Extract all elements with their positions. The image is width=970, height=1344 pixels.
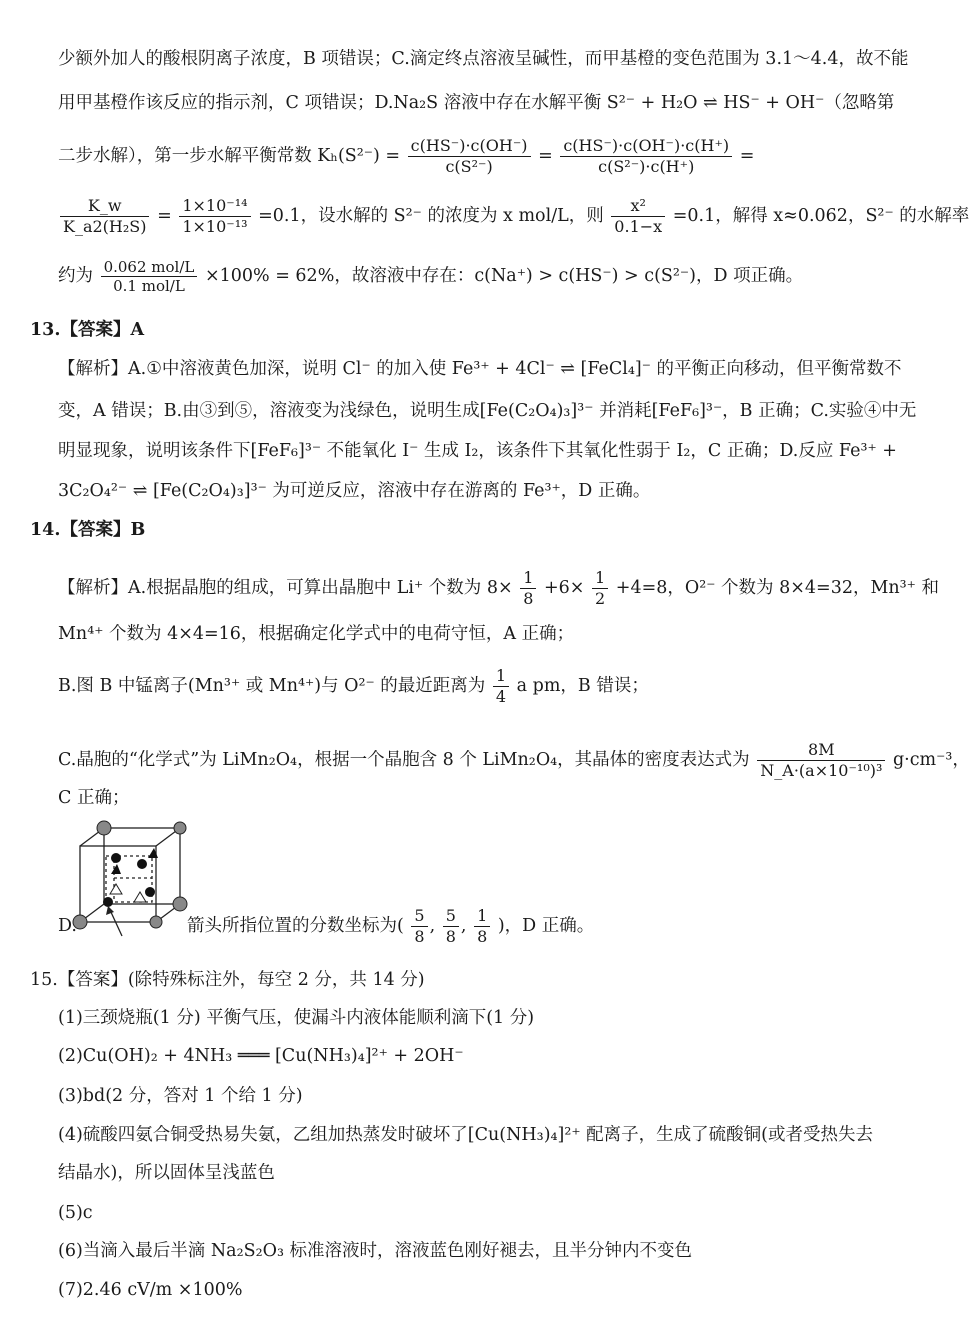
fraction-num: 1 [493, 666, 509, 687]
fraction-num: 1 [592, 568, 608, 589]
q14-analysis-c2: C 正确； [58, 788, 130, 808]
fraction-num: 0.062 mol/L [101, 258, 198, 277]
fraction-num: 5 [411, 906, 427, 927]
fraction-den: 1×10⁻¹³ [182, 217, 248, 236]
q14-analysis-d: 箭头所指位置的分数坐标为( $\frac{5}{8}$ , $\frac{5}{8}$ , $\frac{1}{8}$ )，D 正确。 [187, 906, 595, 946]
fraction-den: 4 [495, 687, 507, 706]
q14-analysis-a2: Mn⁴⁺ 个数为 4×4=16，根据确定化学式中的电荷守恒，A 正确； [58, 624, 575, 644]
fraction-density [757, 740, 885, 781]
q14-b-pre: B.图 B 中锰离子(Mn³⁺ 或 Mn⁴⁺)与 O²⁻ 的最近距离为 [58, 676, 486, 696]
fraction-den: 0.1−x [614, 217, 663, 236]
q13-analysis-4: 3C₂O₄²⁻ ⇌ [Fe(C₂O₄)₃]³⁻ 为可逆反应，溶液中存在游离的 Fe³⁺，D 正确。 [58, 481, 651, 501]
fraction-den: 8 [414, 927, 425, 946]
q13-analysis-2: 变，A 错误；B.由③到⑤，溶液变为浅绿色，说明生成[Fe(C₂O₄)₃]³⁻ 并消耗[FeF₆]³⁻，B 正确；C.实验④中无 [58, 401, 917, 421]
q15-item-4a: (4)硫酸四氨合铜受热易失氨，乙组加热蒸发时破坏了[Cu(NH₃)₄]²⁺ 配离子，生成了硫酸铜(或者受热失去 [58, 1125, 874, 1145]
q14-c-post: g·cm⁻³， [892, 750, 970, 770]
inner-atom [145, 887, 155, 897]
fraction-den: 8 [477, 927, 488, 946]
answer-15-heading: 15.【答案】(除特殊标注外，每空 2 分，共 14 分) [30, 970, 425, 990]
fraction-num: c(HS⁻)·c(OH⁻)·c(H⁺) [560, 136, 732, 157]
fraction-kw [60, 196, 149, 237]
fraction-num: 5 [443, 906, 459, 927]
q13-analysis-1: 【解析】A.①中溶液黄色加深，说明 Cl⁻ 的加入使 Fe³⁺ + 4Cl⁻ ⇌ [FeCl₄]⁻ 的平衡正向移动，但平衡常数不 [58, 359, 902, 379]
fraction-kh-2 [560, 136, 732, 177]
text-line-3 [58, 136, 754, 177]
fraction-den: c(S²⁻) [445, 157, 493, 176]
q15-item-4b: 结晶水)，所以固体呈浅蓝色 [58, 1163, 275, 1183]
q14-a1-post: +4=8，O²⁻ 个数为 8×4=32，Mn³⁺ 和 [615, 578, 939, 598]
fraction-den: c(S²⁻)·c(H⁺) [598, 157, 695, 176]
corner-atom [174, 822, 186, 834]
q14-analysis-d-label: D. [58, 916, 77, 936]
q14-analysis-a1 [58, 568, 939, 609]
q15-item-5: (5)c [58, 1203, 93, 1223]
q15-item-6: (6)当滴入最后半滴 Na₂S₂O₃ 标准溶液时，溶液蓝色刚好褪去，且半分钟内不变色 [58, 1241, 693, 1261]
text-line-3-pre: 二步水解），第一步水解平衡常数 Kₕ(S²⁻) = [58, 146, 401, 166]
fraction-one-half [592, 568, 608, 609]
inner-atom [103, 897, 113, 907]
fraction-one-quarter [493, 666, 509, 707]
equals-sign: = [157, 206, 172, 226]
fraction-num: 1×10⁻¹⁴ [179, 196, 250, 217]
fraction-den: 8 [445, 927, 456, 946]
inner-atom [137, 859, 147, 869]
corner-atom [150, 916, 162, 928]
triangle-site [111, 864, 121, 874]
text-line-5-post: ×100% = 62%，故溶液中存在：c(Na⁺) > c(HS⁻) > c(S²⁻)，D 项正确。 [204, 266, 804, 286]
text-line-4-post: =0.1，解得 x≈0.062，S²⁻ 的水解率 [672, 206, 970, 226]
fraction-den: N_A·(a×10⁻¹⁰)³ [760, 761, 883, 780]
q14-d-post: )，D 正确。 [497, 916, 595, 936]
fraction-num: c(HS⁻)·c(OH⁻) [408, 136, 531, 157]
q14-a1-mid: +6× [543, 578, 585, 598]
triangle-site-open [134, 892, 146, 902]
q14-a1-pre: 【解析】A.根据晶胞的组成，可算出晶胞中 Li⁺ 个数为 8× [58, 578, 513, 598]
q14-c-pre: C.晶胞的“化学式”为 LiMn₂O₄，根据一个晶胞含 8 个 LiMn₂O₄，其晶体的密度表达式为 [58, 750, 750, 770]
text-line-4-mid: =0.1，设水解的 S²⁻ 的浓度为 x mol/L，则 [258, 206, 604, 226]
fraction-num: 1 [520, 568, 536, 589]
fraction-one-eighth [520, 568, 536, 609]
q15-item-3: (3)bd(2 分，答对 1 个给 1 分) [58, 1086, 303, 1106]
pointer-arrow [110, 910, 122, 936]
fraction-coord-x [411, 906, 427, 947]
fraction-num: K_w [60, 196, 149, 217]
fraction-coord-z [474, 906, 490, 947]
inner-atom [111, 853, 121, 863]
triangle-site-open [110, 884, 122, 894]
fraction-values [179, 196, 250, 237]
fraction-den: K_a2(H₂S) [63, 217, 147, 236]
corner-atom [97, 821, 111, 835]
fraction-den: 2 [595, 589, 606, 608]
q15-item-1: (1)三颈烧瓶(1 分) 平衡气压，使漏斗内液体能顺利滴下(1 分) [58, 1008, 535, 1028]
text-line-4 [58, 196, 969, 237]
q13-analysis-3: 明显现象，说明该条件下[FeF₆]³⁻ 不能氧化 I⁻ 生成 I₂，该条件下其氧化性弱于 I₂，C 正确；D.反应 Fe³⁺ + [58, 441, 897, 461]
fraction-num: x² [611, 196, 665, 217]
equals-sign: = [739, 146, 755, 166]
fraction-rate [101, 258, 198, 295]
fraction-den: 0.1 mol/L [113, 277, 185, 295]
text-line-1: 少额外加人的酸根阴离子浓度，B 项错误；C.滴定终点溶液呈碱性，而甲基橙的变色范围为 3.1～4.4，故不能 [58, 49, 909, 69]
text-line-2: 用甲基橙作该反应的指示剂，C 项错误；D.Na₂S 溶液中存在水解平衡 S²⁻ + H₂O ⇌ HS⁻ + OH⁻（忽略第 [58, 93, 895, 113]
crystal-cell-diagram [70, 818, 190, 938]
fraction-coord-y [443, 906, 459, 947]
q14-analysis-b [58, 666, 649, 707]
fraction-num: 1 [474, 906, 490, 927]
equals-sign: = [538, 146, 553, 166]
corner-atom [173, 897, 187, 911]
fraction-den: 8 [523, 589, 534, 608]
text-line-5 [58, 258, 803, 295]
fraction-x [611, 196, 665, 237]
pointer-arrowhead [106, 906, 114, 915]
text-line-5-pre: 约为 [58, 266, 93, 286]
q15-item-7: (7)2.46 cV/m ×100% [58, 1280, 243, 1300]
fraction-kh-1 [408, 136, 531, 177]
q14-analysis-c [58, 740, 970, 781]
fraction-num: 8M [757, 740, 885, 761]
q14-b-post: a pm，B 错误； [516, 676, 649, 696]
q15-item-2: (2)Cu(OH)₂ + 4NH₃ ═══ [Cu(NH₃)₄]²⁺ + 2OH⁻ [58, 1046, 464, 1066]
answer-14-heading: 14.【答案】B [30, 520, 146, 540]
q14-d-pre: 箭头所指位置的分数坐标为( [187, 916, 404, 936]
answer-13-heading: 13.【答案】A [30, 320, 145, 340]
